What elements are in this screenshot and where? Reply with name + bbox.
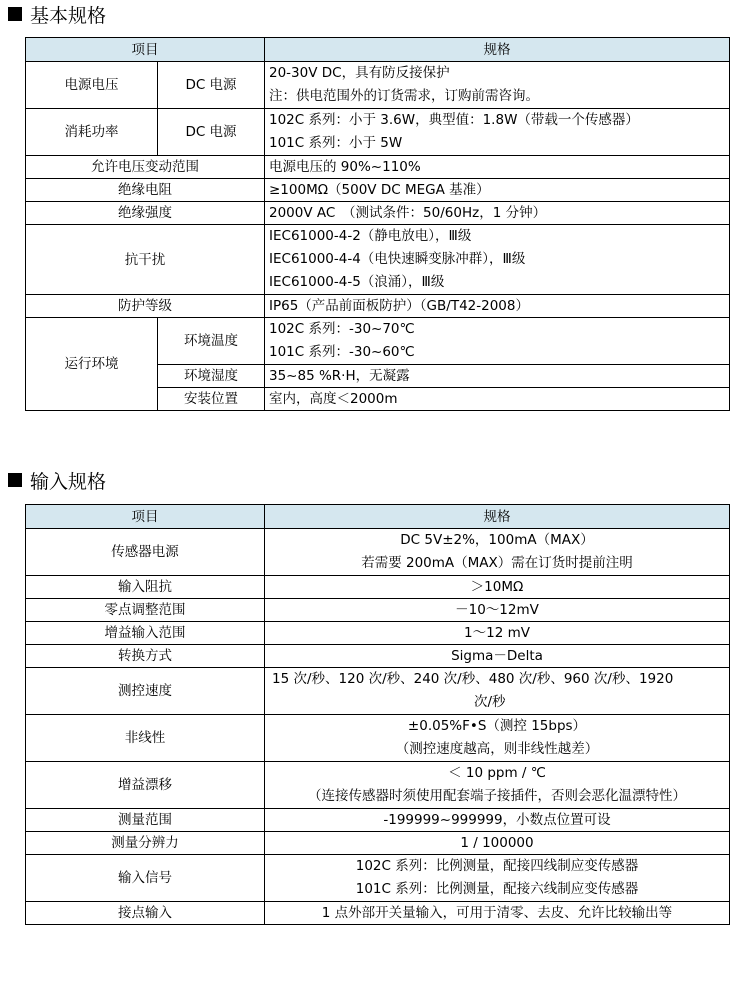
header-item: 项目 — [26, 38, 265, 62]
row-sublabel: DC 电源 — [158, 62, 265, 109]
table-row — [26, 622, 730, 645]
table-row — [26, 156, 730, 179]
table-row — [26, 179, 730, 202]
input-section-title: 输入规格 — [30, 470, 107, 493]
value-line: 次/秒 — [474, 694, 506, 710]
value-line: 102C 系列：-30~70℃ — [269, 321, 415, 337]
row-label: 绝缘强度 — [26, 202, 265, 225]
value-line: IEC61000-4-2（静电放电），Ⅲ级 — [269, 228, 472, 244]
row-label: 增益漂移 — [26, 762, 265, 809]
row-label: 测控速度 — [26, 668, 265, 715]
header-spec: 规格 — [265, 505, 730, 529]
header-spec: 规格 — [265, 38, 730, 62]
row-label: 增益输入范围 — [26, 622, 265, 645]
row-label: 电源电压 — [26, 62, 158, 109]
row-value: 2000V AC （测试条件：50/60Hz，1 分钟） — [265, 202, 730, 225]
value-line: 101C 系列：比例测量，配接六线制应变传感器 — [355, 881, 639, 897]
row-label: 转换方式 — [26, 645, 265, 668]
row-value — [265, 762, 730, 809]
table-row — [26, 202, 730, 225]
value-line: 101C 系列：小于 5W — [269, 135, 403, 151]
square-bullet-icon — [8, 7, 22, 21]
row-value: 电源电压的 90%~110% — [265, 156, 730, 179]
row-sublabel: 环境温度 — [158, 318, 265, 365]
row-label: 抗干扰 — [26, 225, 265, 295]
row-value — [265, 318, 730, 365]
row-value: 1 点外部开关量输入，可用于清零、去皮、允许比较输出等 — [265, 902, 730, 925]
table-row — [26, 109, 730, 156]
row-label: 零点调整范围 — [26, 599, 265, 622]
row-value — [265, 668, 730, 715]
row-label: 绝缘电阻 — [26, 179, 265, 202]
row-label: 防护等级 — [26, 295, 265, 318]
row-label: 传感器电源 — [26, 529, 265, 576]
table-row — [26, 599, 730, 622]
value-line: 若需要 200mA（MAX）需在订货时提前注明 — [361, 555, 633, 571]
value-line: ＜ 10 ppm / ℃ — [448, 765, 546, 781]
row-value — [265, 855, 730, 902]
value-line: 20-30V DC，具有防反接保护 — [269, 65, 450, 81]
row-value: －10～12mV — [265, 599, 730, 622]
table-row — [26, 762, 730, 809]
row-value — [265, 225, 730, 295]
row-value: Sigma－Delta — [265, 645, 730, 668]
table-row — [26, 529, 730, 576]
row-label: 输入阻抗 — [26, 576, 265, 599]
row-value: IP65（产品前面板防护）（GB/T42-2008） — [265, 295, 730, 318]
row-label: 接点输入 — [26, 902, 265, 925]
row-label: 输入信号 — [26, 855, 265, 902]
table-row — [26, 668, 730, 715]
row-value: -199999~999999，小数点位置可设 — [265, 809, 730, 832]
value-line: IEC61000-4-4（电快速瞬变脉冲群），Ⅲ级 — [269, 251, 526, 267]
row-label: 运行环境 — [26, 318, 158, 411]
basic-section-heading — [6, 1, 106, 27]
table-row — [26, 645, 730, 668]
value-line: ±0.05%F•S（测控 15bps） — [407, 718, 587, 734]
row-value: 1 / 100000 — [265, 832, 730, 855]
value-line: （测控速度越高，则非线性越差） — [395, 741, 599, 757]
row-value — [265, 109, 730, 156]
table-row — [26, 902, 730, 925]
row-value — [265, 715, 730, 762]
row-value — [265, 529, 730, 576]
value-line: IEC61000-4-5（浪涌），Ⅲ级 — [269, 274, 445, 290]
value-line: 102C 系列：小于 3.6W，典型值：1.8W（带载一个传感器） — [269, 112, 639, 128]
value-line: DC 5V±2%，100mA（MAX） — [400, 532, 594, 548]
table-row — [26, 576, 730, 599]
table-row — [26, 855, 730, 902]
table-row — [26, 295, 730, 318]
row-value: 35~85 %R·H，无凝露 — [265, 365, 730, 388]
table-row — [26, 715, 730, 762]
input-section-heading — [6, 467, 106, 493]
row-value: 1～12 mV — [265, 622, 730, 645]
table-header-row — [26, 505, 730, 529]
square-bullet-icon — [8, 473, 22, 487]
row-label: 测量范围 — [26, 809, 265, 832]
table-header-row — [26, 38, 730, 62]
row-value: 室内，高度＜2000m — [265, 388, 730, 411]
row-label: 允许电压变动范围 — [26, 156, 265, 179]
value-line: 15 次/秒、120 次/秒、240 次/秒、480 次/秒、960 次/秒、1920 — [272, 671, 674, 687]
value-line: （连接传感器时须使用配套端子接插件，否则会恶化温漂特性） — [308, 788, 686, 804]
basic-spec-table — [25, 37, 730, 411]
table-row — [26, 832, 730, 855]
row-sublabel: 环境湿度 — [158, 365, 265, 388]
table-row — [26, 62, 730, 109]
row-sublabel: 安装位置 — [158, 388, 265, 411]
row-sublabel: DC 电源 — [158, 109, 265, 156]
row-value: ＞10MΩ — [265, 576, 730, 599]
table-row — [26, 225, 730, 295]
row-label: 非线性 — [26, 715, 265, 762]
value-line: 注：供电范围外的订货需求，订购前需咨询。 — [269, 88, 539, 104]
row-value: ≥100MΩ（500V DC MEGA 基准） — [265, 179, 730, 202]
row-label: 消耗功率 — [26, 109, 158, 156]
row-value — [265, 62, 730, 109]
table-row — [26, 809, 730, 832]
input-spec-table — [25, 504, 730, 925]
value-line: 101C 系列：-30~60℃ — [269, 344, 415, 360]
header-item: 项目 — [26, 505, 265, 529]
value-line: 102C 系列：比例测量，配接四线制应变传感器 — [355, 858, 639, 874]
row-label: 测量分辨力 — [26, 832, 265, 855]
basic-section-title: 基本规格 — [30, 4, 107, 27]
table-row — [26, 318, 730, 365]
